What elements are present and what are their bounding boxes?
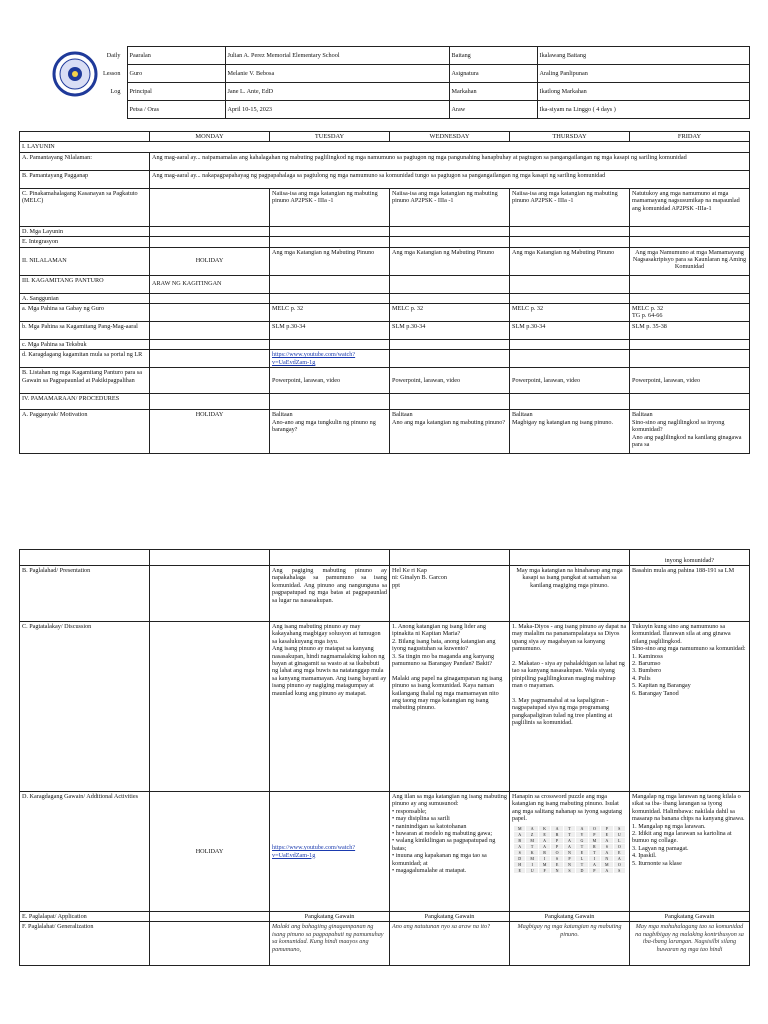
cell: May mga katangian na hinahanap ang mga kasapi sa isang pangkat at samahan sa kanilang magiging mga pinuno. <box>510 566 630 622</box>
header-key: Petsa / Oras <box>127 101 225 119</box>
cell: SLM p. 35-38 <box>630 322 750 340</box>
header-value: Ikalawang Baitang <box>537 47 749 65</box>
cell: inyong komunidad? <box>630 550 750 566</box>
cell: Pangkatang Gawain <box>510 912 630 922</box>
cell: Balitaan Ano ang mga katangian ng mabuting pinuno? <box>390 410 510 454</box>
header-row <box>19 101 749 119</box>
puzzle-letter: B <box>514 838 525 843</box>
cell: 1. Anong katangian ng isang lider ang ipinakita ni Kapitan Maria? 2. Bilang isang bata, anong katangian ang iyong nagustuhan sa kuwento? 3. Sa tingin mo ba maganda ang kanyang pamumuno sa Barangay Pandan? Bakit? Malaki ang papel na ginagampanan ng isang pinuno sa isang komunidad. Kaya naman kailangang ihalal ng mga mamamayan nito ang taong may mga katangian ng isang mabuting pinuno. <box>390 622 510 792</box>
day-header: TUESDAY <box>270 132 390 142</box>
header-key: Paaralan <box>127 47 225 65</box>
puzzle-letter: S <box>551 856 562 861</box>
puzzle-letter: T <box>564 826 575 831</box>
cell: Ang mga Katangian ng Mabuting Pinuno <box>510 247 630 275</box>
row-label: b. Mga Pahina sa Kagamitang Pang-Mag-aaral <box>20 322 150 340</box>
listahan-kagamitan-row <box>20 368 750 394</box>
header-value: Julian A. Perez Memorial Elementary School <box>225 47 449 65</box>
puzzle-letter: P <box>589 868 600 873</box>
puzzle-letter: A <box>514 844 525 849</box>
cell: Basahin mula ang pahina 188-191 sa LM <box>630 566 750 622</box>
cell: Powerpoint, larawan, video <box>270 368 390 394</box>
puzzle-letter: H <box>514 862 525 867</box>
row-label: B. Paglalahad/ Presentation <box>20 566 150 622</box>
holiday-cell: HOLIDAY <box>150 410 270 454</box>
cell: Naiisa-isa ang mga katangian ng mabuting pinuno AP2PSK - IIIa -1 <box>510 188 630 226</box>
pamantayang-nilalaman-row <box>20 152 750 170</box>
paglalahat-row <box>20 922 750 966</box>
lesson-table-page2 <box>19 549 750 966</box>
puzzle-letter: U <box>526 868 537 873</box>
puzzle-letter: O <box>589 826 600 831</box>
cell: Mangalap ng mga larawan ng taong kilala o sikat sa iba- ibang larangan sa iyong komunidad. Halimbawa: nakilala dahil sa masarap na banana chips na kanyang ginawa. 1. Mangalap ng mga larawan. 2. Idikit ang mga larawan sa kartolina at bumuo ng collage. 3. Lagyan ng pamagat. 4. Ipaskil. 5. Iturnonte sa klase <box>630 792 750 912</box>
days-row <box>20 132 750 142</box>
puzzle-letter: K <box>526 850 537 855</box>
puzzle-letter: A <box>564 838 575 843</box>
cell <box>510 792 630 912</box>
cell: 1. Maka-Diyos - ang isang pinuno ay dapat na may malalim na pananampalataya sa Diyos upang siya ay magabayan sa kanyang pamumuno. 2. Makatao - siya ay pahalakhigan sa lahat ng tao sa kanyang nasasakupan. Wala siyang pinipiling paglilingkuran maging mahirap man o mayaman. 3. May pagmamahal at sa kapaligiran - nagpapatupad siya ng mga programang pangkapaligiran tulad ng tree planting at paglilinis sa komunidad. <box>510 622 630 792</box>
cell: Naiisa-isa ang mga katangian ng mabuting pinuno AP2PSK - IIIa -1 <box>390 188 510 226</box>
row-label: III. KAGAMITANG PANTURO <box>20 275 150 293</box>
row-label: II. NILALAMAN <box>20 247 150 275</box>
day-header: FRIDAY <box>630 132 750 142</box>
row-label: B. Listahan ng mga Kagamitang Panturo para sa Gawain sa Pagpapaunlad at Pakikipagpalihan <box>20 368 150 394</box>
puzzle-letter: A <box>601 838 612 843</box>
integrasyon-row <box>20 237 750 247</box>
cell: MELC p. 32 <box>390 304 510 322</box>
cell: Malaki ang bahagiing ginagampanan ng isang pinuno sa pagpapabuti ng pamumuhay sa komunidad. Kung hindi maayos ang pamumuno, <box>270 922 390 966</box>
pamamaraan-row <box>20 394 750 410</box>
cell: SLM p.30-34 <box>270 322 390 340</box>
day-header: THURSDAY <box>510 132 630 142</box>
puzzle-letter: P <box>589 832 600 837</box>
gabay-guro-row <box>20 304 750 322</box>
paglalapat-row <box>20 912 750 922</box>
row-label: B. Pamantayang Pagganap <box>20 170 150 188</box>
puzzle-letter: U <box>614 832 625 837</box>
puzzle-letter: E <box>576 850 587 855</box>
puzzle-letter: A <box>576 826 587 831</box>
word-search-puzzle <box>514 826 625 873</box>
puzzle-letter: T <box>564 832 575 837</box>
cell: Powerpoint, larawan, video <box>510 368 630 394</box>
cell: Ang mga Namumuno at mga Mamamayang Nagsasakripisyo para sa Kaunlaran ng Aming Komunidad <box>630 247 750 275</box>
row-label: D. Karagdagang Gawain/ Additional Activities <box>20 792 150 912</box>
cell: Naiisa-isa ang mga katangian ng mabuting pinuno AP2PSK - IIIa -1 <box>270 188 390 226</box>
row-label: E. Paglalapat/ Application <box>20 912 150 922</box>
mga-layunin-row <box>20 226 750 236</box>
cell: Natutukoy ang mga namumuno at mga mamamayang nagsusumikap na mapaunlad ang komunidad AP2PSK -IIIa-1 <box>630 188 750 226</box>
continued-row <box>20 550 750 566</box>
crossword-instructions: Hanapin sa crossword puzzle ang mga katangian ng isang mabuting pinuno. Isulat ang mga salitang nahanap sa iyong sagutang papel. <box>512 793 622 823</box>
cell: Balitaan Magbigay ng katangian ng isang pinuno. <box>510 410 630 454</box>
puzzle-letter: R <box>539 850 550 855</box>
paglalahad-row <box>20 566 750 622</box>
row-label: D. Mga Layunin <box>20 226 150 236</box>
holiday-cell: HOLIDAY <box>150 247 270 275</box>
puzzle-letter: P <box>601 826 612 831</box>
header-label <box>19 101 127 119</box>
cell: Ano ang natutunan nyo sa araw na ito? <box>390 922 510 966</box>
cell <box>150 622 270 792</box>
puzzle-letter: L <box>614 838 625 843</box>
cell: MELC p. 32 TG p. 64-66 <box>630 304 750 322</box>
row-label: F. Paglalahat/ Generalization <box>20 922 150 966</box>
header-key: Markahan <box>449 83 537 101</box>
puzzle-letter: N <box>551 868 562 873</box>
puzzle-letter: G <box>576 838 587 843</box>
cell <box>150 304 270 322</box>
header-key: Baitang <box>449 47 537 65</box>
puzzle-letter: A <box>514 832 525 837</box>
cell <box>150 566 270 622</box>
layunin-row <box>20 142 750 152</box>
header-row <box>19 47 749 65</box>
puzzle-letter: A <box>551 826 562 831</box>
puzzle-letter: E <box>601 832 612 837</box>
puzzle-letter: T <box>576 844 587 849</box>
cell: Balitaan Sino-sino ang naglilingkod sa inyong komunidad? Ano ang paglilingkod na kanilang ginagawa para sa <box>630 410 750 454</box>
puzzle-letter: Z <box>526 832 537 837</box>
puzzle-letter: O <box>614 844 625 849</box>
cell: Ang mga Katangian ng Mabuting Pinuno <box>270 247 390 275</box>
puzzle-letter: R <box>589 844 600 849</box>
day-header: WEDNESDAY <box>390 132 510 142</box>
puzzle-letter: E <box>539 832 550 837</box>
corner-cell <box>20 132 150 142</box>
pagtatalakay-row <box>20 622 750 792</box>
cell <box>150 188 270 226</box>
lesson-table-page1 <box>19 131 750 454</box>
row-text: Ang mag-aaral ay... naipamamalas ang kahalagahan ng mabuting paglilingkod ng mga namumuno sa pagtugon ng mga pangunahing hanapbuhay at pagtugon sa pangangailangan ng mga kasapi ng sariling komunidad <box>150 152 750 170</box>
puzzle-letter: M <box>601 862 612 867</box>
puzzle-letter: E <box>614 850 625 855</box>
puzzle-letter: A <box>614 856 625 861</box>
puzzle-letter: Y <box>576 832 587 837</box>
teksbuk-row <box>20 340 750 350</box>
cell: Pangkatang Gawain <box>630 912 750 922</box>
puzzle-letter: N <box>564 862 575 867</box>
row-label: d. Karagdagang kagamitan mula sa portal ng LR <box>20 350 150 368</box>
header-value: Ika-siyam na Linggo ( 4 days ) <box>537 101 749 119</box>
header-label: Lesson <box>102 69 121 77</box>
header-value: Araling Panlipunan <box>537 65 749 83</box>
pagganyak-row <box>20 410 750 454</box>
cell: Magbigay ng mga katangian ng mabuting pinuno. <box>510 922 630 966</box>
puzzle-letter: A <box>589 862 600 867</box>
cell: ARAW NG KAGITINGAN <box>150 275 270 293</box>
youtube-link[interactable]: https://www.youtube.com/watch?v=UaEvdZam-1g <box>270 350 390 368</box>
header-value: Melanie V. Bebosa <box>225 65 449 83</box>
puzzle-letter: O <box>551 850 562 855</box>
cell: Pangkatang Gawain <box>270 912 390 922</box>
row-label: E. Integrasyon <box>20 237 150 247</box>
puzzle-letter: P <box>551 844 562 849</box>
kagamitan-row <box>20 275 750 293</box>
puzzle-letter: F <box>539 868 550 873</box>
puzzle-letter: T <box>576 862 587 867</box>
karagdagang-gawain-row <box>20 792 750 912</box>
row-label: C. Pinakamahalagang Kasanayan sa Pagkatuto (MELC) <box>20 188 150 226</box>
puzzle-letter: A <box>601 868 612 873</box>
row-label: A. Pamantayang Nilalaman: <box>20 152 150 170</box>
puzzle-letter: M <box>539 862 550 867</box>
cell: SLM p.30-34 <box>390 322 510 340</box>
day-header: MONDAY <box>150 132 270 142</box>
row-label: C. Pagtatalakay/ Discussion <box>20 622 150 792</box>
section-title: I. LAYUNIN <box>20 142 750 152</box>
puzzle-letter: D <box>576 868 587 873</box>
cell <box>150 368 270 394</box>
header-table <box>19 46 750 119</box>
puzzle-letter: S <box>601 844 612 849</box>
cell: Ang mga Katangian ng Mabuting Pinuno <box>390 247 510 275</box>
puzzle-letter: S <box>564 868 575 873</box>
cell: Pangkatang Gawain <box>390 912 510 922</box>
puzzle-letter: S <box>614 826 625 831</box>
cell: SLM p.30-34 <box>510 322 630 340</box>
puzzle-letter: M <box>526 856 537 861</box>
header-value: Jane L. Ante, EdD <box>225 83 449 101</box>
cell: Powerpoint, larawan, video <box>390 368 510 394</box>
puzzle-letter: M <box>589 838 600 843</box>
puzzle-letter: P <box>551 838 562 843</box>
pamantayang-pagganap-row <box>20 170 750 188</box>
header-key: Asignatura <box>449 65 537 83</box>
puzzle-letter: A <box>526 826 537 831</box>
cell: Powerpoint, larawan, video <box>630 368 750 394</box>
header-row <box>19 83 749 101</box>
header-key: Principal <box>127 83 225 101</box>
puzzle-letter: K <box>539 826 550 831</box>
puzzle-letter: L <box>576 856 587 861</box>
puzzle-letter: T <box>589 850 600 855</box>
puzzle-letter: P <box>564 856 575 861</box>
cell <box>150 912 270 922</box>
row-text: Ang mag-aaral ay... nakapagpapahayag ng pagpapahalaga sa pagtulong ng mga namumuno sa komunidad tungo sa pagtugon sa pangangailangan ng mga kasapi ng sariling komunidad <box>150 170 750 188</box>
header-key: Guro <box>127 65 225 83</box>
puzzle-letter: M <box>526 838 537 843</box>
header-label: Daily <box>106 51 121 59</box>
sanggunian-row <box>20 293 750 303</box>
puzzle-letter: I <box>589 856 600 861</box>
header-key: Araw <box>449 101 537 119</box>
puzzle-letter: A <box>564 844 575 849</box>
row-label: A. Pagganyak/ Motivation <box>20 410 150 454</box>
melc-row <box>20 188 750 226</box>
puzzle-letter: M <box>514 826 525 831</box>
puzzle-letter: A <box>539 838 550 843</box>
puzzle-letter: E <box>551 862 562 867</box>
header-label: Log <box>110 87 121 95</box>
cell: MELC p. 32 <box>270 304 390 322</box>
cell: May mga mahuhalagang tao sa komunidad na nagbibigay ng malaking kontribusyon sa iba-ibang larangan. Nagsisilbi silang huwaran ng mga tao hindi <box>630 922 750 966</box>
puzzle-letter: S <box>514 850 525 855</box>
puzzle-letter: I <box>539 856 550 861</box>
row-label: IV. PAMAMARAAN/ PROCEDURES <box>20 394 150 410</box>
puzzle-letter: D <box>514 856 525 861</box>
nilalaman-row <box>20 247 750 275</box>
cell: Tukuyin kung sino ang namumuno sa komunidad. Ilarawan sila at ang ginawa nilang paglilingkod. Sino-sino ang mga namumuno sa komunidad: 1. Kaminoss 2. Barumso 3. Bumbero 4. Pulis 5. Kapitan ng Barangay 6. Barangay Tanod <box>630 622 750 792</box>
cell: MELC p. 32 <box>510 304 630 322</box>
cell: Balitaan Ano-ano ang mga tungkulin ng pinuno ng barangay? <box>270 410 390 454</box>
puzzle-letter: O <box>614 862 625 867</box>
row-label: A. Sanggunian <box>20 293 150 303</box>
puzzle-letter: A <box>601 850 612 855</box>
puzzle-letter: E <box>514 868 525 873</box>
portal-lr-row <box>20 350 750 368</box>
cell: Ang pagiging mabuting pinuno ay napakahalaga sa pamumuno sa isang komunidad. Ang pinuno ang nangunguna sa pagpapatupad ng mga batas at pagpapaunlad sa lugar na nasasakupan. <box>270 566 390 622</box>
puzzle-letter: T <box>526 844 537 849</box>
kagamitang-mag-aaral-row <box>20 322 750 340</box>
puzzle-letter: R <box>551 832 562 837</box>
youtube-link[interactable]: https://www.youtube.com/watch?v=UaEvdZam-1g <box>270 792 390 912</box>
row-label: a. Mga Pahina sa Gabay ng Guro <box>20 304 150 322</box>
cell <box>150 922 270 966</box>
puzzle-letter: N <box>601 856 612 861</box>
header-value: April 10-15, 2023 <box>225 101 449 119</box>
row-label: c. Mga Pahina sa Teksbuk <box>20 340 150 350</box>
puzzle-letter: S <box>614 868 625 873</box>
cell: Hel Ke ri Kap ni: Ginalyn B. Garcon ppt <box>390 566 510 622</box>
cell: Ang iilan sa mga katangian ng isang mabuting pinuno ay ang sumusunod: • responsable; • may disiplina sa sarili • naninindigan sa katotohanan • huwaran at modelo ng mabuting gawa; • walang kinikilingan sa pagpapatupad ng batas; • inuuna ang kapakanan ng mga tao sa komunidad; at • magagalumalahe at matapat. <box>390 792 510 912</box>
header-value: Ikatlong Markahan <box>537 83 749 101</box>
holiday-cell: HOLIDAY <box>150 792 270 912</box>
puzzle-letter: N <box>564 850 575 855</box>
cell <box>150 322 270 340</box>
header-row <box>19 65 749 83</box>
puzzle-letter: A <box>539 844 550 849</box>
cell: Ang isang mabuting pinuno ay may kakayahang magbigay solusyon at tumugon sa kasalukuyang mga isyu. Ang isang pinuno ay matapat sa kanyang nasasakupan, hindi nagmamalaking kahon ng bayan at ginagamit sa wasto at sa ikabubuti ng lahat ang mga buwis na natatanggap mula sa kanyang mamamayan. Ang isang bayani ay isang pinuno ay nagiging matagumpay at maunlad kung ang pinuno ay matapat. <box>270 622 390 792</box>
puzzle-letter: I <box>526 862 537 867</box>
